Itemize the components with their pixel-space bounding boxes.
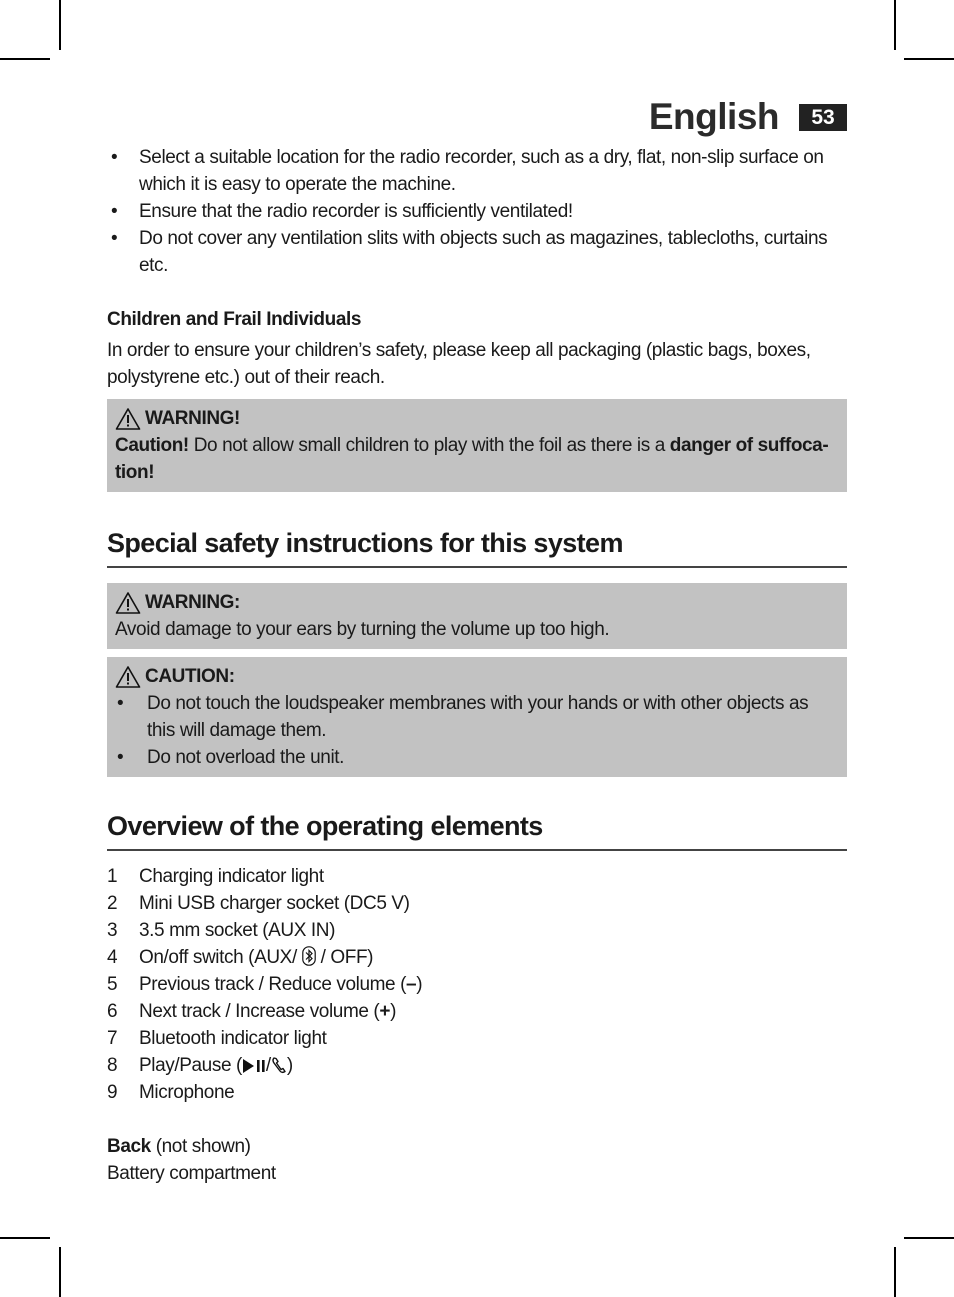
warning-text: Avoid damage to your ears by turning the volume up too high. bbox=[115, 619, 610, 640]
play-pause-icon bbox=[242, 1058, 266, 1074]
list-item: 1 Charging indicator light bbox=[107, 866, 324, 887]
list-item: • Do not overload the unit. bbox=[115, 744, 839, 771]
crop-mark bbox=[0, 1237, 50, 1239]
crop-mark bbox=[904, 58, 954, 60]
language-title: English bbox=[648, 96, 779, 137]
page-header bbox=[649, 96, 847, 138]
list-item: 7 Bluetooth indicator light bbox=[107, 1028, 327, 1049]
bullet-icon: • bbox=[111, 147, 118, 168]
caution-title: CAUTION: bbox=[145, 666, 235, 687]
warning-triangle-icon bbox=[115, 407, 141, 431]
caution-list bbox=[115, 690, 839, 771]
bullet-icon: • bbox=[111, 228, 118, 249]
list-item: 9 Microphone bbox=[107, 1082, 235, 1103]
crop-mark bbox=[59, 1247, 61, 1297]
list-item: 4 On/off switch (AUX/ / OFF) bbox=[107, 947, 374, 968]
list-item: • Do not touch the loudspeaker membranes with your hands or with other objects as this will damage them. bbox=[115, 690, 839, 744]
page-content bbox=[107, 144, 847, 1187]
phone-icon bbox=[271, 1056, 287, 1074]
crop-mark bbox=[0, 58, 50, 60]
operating-elements-list bbox=[107, 863, 847, 1106]
caution-box bbox=[107, 657, 847, 777]
list-item: • Do not cover any ventilation slits with objects such as magazines, tablecloths, curtains etc. bbox=[107, 225, 847, 279]
children-heading: Children and Frail Individuals bbox=[107, 309, 362, 330]
warning-text: Caution! Do not allow small children to play with the foil as there is a danger of suffoca-tion! bbox=[115, 435, 829, 483]
back-item: Battery compartment bbox=[107, 1163, 276, 1184]
back-label-line: Back (not shown) bbox=[107, 1136, 251, 1157]
warning-title: WARNING: bbox=[145, 592, 240, 613]
crop-mark bbox=[894, 0, 896, 50]
list-item: 5 Previous track / Reduce volume (–) bbox=[107, 974, 423, 995]
bullet-icon: • bbox=[117, 747, 124, 768]
crop-mark bbox=[894, 1247, 896, 1297]
bullet-icon: • bbox=[117, 693, 124, 714]
special-safety-heading: Special safety instructions for this system bbox=[107, 526, 847, 568]
list-item: 2 Mini USB charger socket (DC5 V) bbox=[107, 893, 410, 914]
list-item: 3 3.5 mm socket (AUX IN) bbox=[107, 920, 336, 941]
children-text: In order to ensure your children’s safety, please keep all packaging (plastic bags, boxes, polystyrene etc.) out of their reach. bbox=[107, 340, 811, 388]
bullet-icon: • bbox=[111, 201, 118, 222]
list-item: 6 Next track / Increase volume (+) bbox=[107, 1001, 397, 1022]
warning-box-children bbox=[107, 399, 847, 492]
crop-mark bbox=[904, 1237, 954, 1239]
warning-title: WARNING! bbox=[145, 408, 240, 429]
warning-triangle-icon bbox=[115, 591, 141, 615]
bluetooth-icon bbox=[302, 946, 316, 966]
list-item: • Ensure that the radio recorder is sufficiently ventilated! bbox=[107, 198, 847, 225]
minus-icon: – bbox=[406, 974, 417, 995]
caution-triangle-icon bbox=[115, 665, 141, 689]
page-number: 53 bbox=[799, 104, 847, 131]
overview-heading: Overview of the operating elements bbox=[107, 809, 847, 851]
plus-icon: + bbox=[379, 1001, 391, 1022]
intro-bullet-list bbox=[107, 144, 847, 279]
crop-mark bbox=[59, 0, 61, 50]
warning-box-ears bbox=[107, 583, 847, 649]
list-item: • Select a suitable location for the radio recorder, such as a dry, flat, non-slip surface on which it is easy to operate the machine. bbox=[107, 144, 847, 198]
list-item: 8 Play/Pause ( / ) bbox=[107, 1055, 293, 1076]
